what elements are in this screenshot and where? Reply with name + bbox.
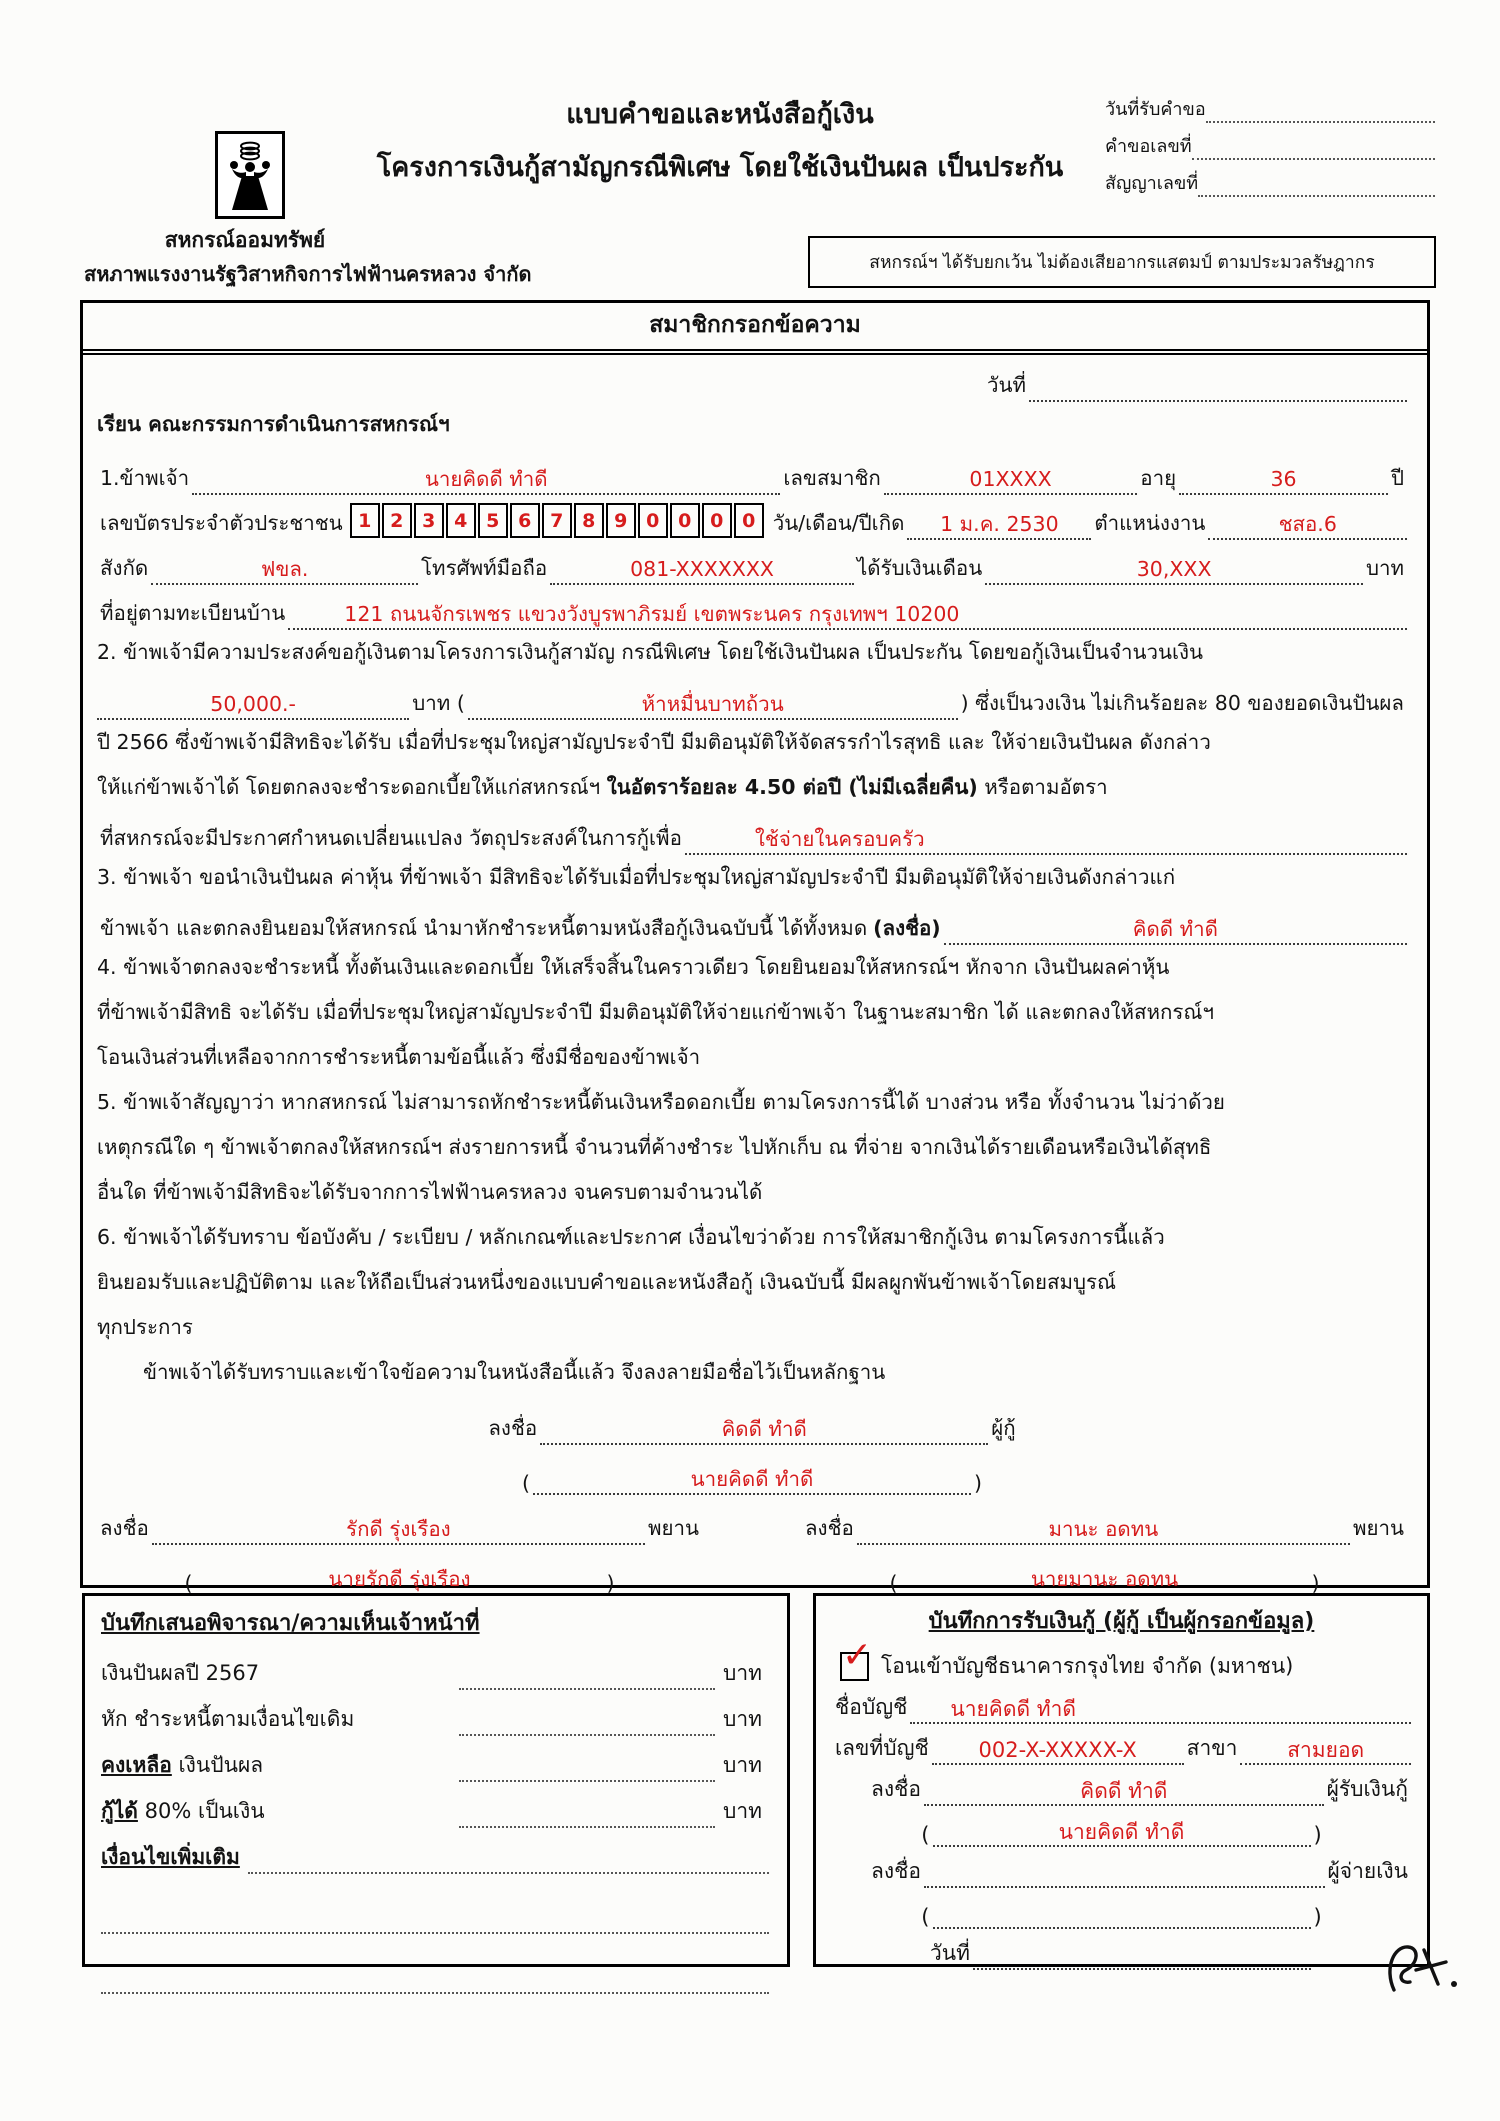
org-full-name: สหภาพแรงงานรัฐวิสาหกิจการไฟฟ้านครหลวง จำกัด bbox=[84, 262, 532, 286]
witness2-name-field: นายมานะ อดทน bbox=[901, 1565, 1309, 1595]
extra-conditions-field bbox=[248, 1846, 769, 1874]
salutation: เรียน คณะกรรมการดำเนินการสหกรณ์ฯ bbox=[97, 412, 450, 436]
branch-label: สาขา bbox=[1186, 1736, 1238, 1760]
clause4-line3: โอนเงินส่วนที่เหลือจากการชำระหนี้ตามข้อนี้แล้ว ซึ่งมีชื่อของข้าพเจ้า bbox=[97, 1045, 701, 1069]
phone-label: โทรศัพท์มือถือ bbox=[421, 556, 548, 580]
sign-label: ลงชื่อ bbox=[871, 1777, 921, 1801]
request-meta bbox=[1105, 86, 1435, 197]
birth-date-field: 1 ม.ค. 2530 bbox=[907, 510, 1091, 540]
witness2-signature-field: มานะ อดทน bbox=[857, 1515, 1350, 1545]
borrower-name-row bbox=[97, 1445, 1407, 1495]
paren-close: ) bbox=[606, 1571, 615, 1595]
witness2-role-label: พยาน bbox=[1352, 1516, 1404, 1540]
sign-label: ลงชื่อ bbox=[488, 1416, 538, 1440]
officer-review-box bbox=[82, 1593, 790, 1967]
transfer-option-row bbox=[832, 1635, 1411, 1683]
dividend-2567-field bbox=[459, 1662, 715, 1690]
clause1-line1 bbox=[97, 450, 1407, 495]
clause2-text: ให้แก่ข้าพเจ้าได้ โดยตกลงจะชำระดอกเบี้ยให้แก่สหกรณ์ฯ bbox=[97, 775, 601, 799]
paren-close: ) bbox=[1313, 1905, 1322, 1929]
request-no-row bbox=[1105, 123, 1435, 160]
account-no-label: เลขที่บัญชี bbox=[835, 1736, 929, 1760]
id-digit: 0 bbox=[670, 503, 700, 538]
sign-here-label: (ลงชื่อ) bbox=[873, 916, 941, 940]
request-no-field bbox=[1192, 134, 1435, 160]
age-label: อายุ bbox=[1140, 466, 1177, 490]
paren-close: ) bbox=[974, 1471, 982, 1495]
salary-field: 30,XXX bbox=[985, 555, 1363, 585]
borrower-signature-row bbox=[97, 1395, 1407, 1445]
receiver-role-label: ผู้รับเงินกู้ bbox=[1326, 1777, 1408, 1801]
contract-no-field bbox=[1198, 171, 1435, 197]
received-date-label: วันที่รับคำขอ bbox=[1105, 99, 1206, 120]
clause1-line4 bbox=[97, 585, 1407, 630]
deduct-debt-row bbox=[101, 1690, 769, 1736]
clause6-line2: ยินยอมรับและปฏิบัติตาม และให้ถือเป็นส่วนหนึ่งของแบบคำขอและหนังสือกู้ เงินฉบับนี้ มีผลผูกพันข้าพเจ้าโดยสมบูรณ์ bbox=[97, 1270, 1117, 1294]
deduct-debt-label: หัก ชำระหนี้ตามเงื่อนไขเดิม bbox=[101, 1707, 355, 1731]
baht-unit: บาท bbox=[723, 1799, 762, 1823]
baht-unit: บาท bbox=[723, 1753, 762, 1777]
id-digit: 1 bbox=[350, 503, 380, 538]
date-field bbox=[1029, 400, 1407, 402]
clause1-text: 1.ข้าพเจ้า bbox=[100, 466, 190, 490]
received-date-field bbox=[1206, 97, 1435, 123]
account-name-field: นายคิดดี ทำดี bbox=[910, 1696, 1411, 1724]
borrower-signature-field: คิดดี ทำดี bbox=[540, 1415, 988, 1445]
payer-role-label: ผู้จ่ายเงิน bbox=[1327, 1859, 1408, 1883]
clause5-line3: อื่นใด ที่ข้าพเจ้ามีสิทธิจะได้รับจากการไฟฟ้านครหลวง จนครบตามจำนวนได้ bbox=[97, 1180, 763, 1204]
extra-conditions-line2 bbox=[101, 1886, 769, 1934]
id-digit: 0 bbox=[638, 503, 668, 538]
receipt-box-title: บันทึกการรับเงินกู้ (ผู้กู้ เป็นผู้กรอกข้อมูล) bbox=[928, 1609, 1315, 1634]
payer-name-field bbox=[933, 1927, 1311, 1929]
member-form-box bbox=[80, 300, 1430, 1595]
receipt-date-field bbox=[973, 1968, 1311, 1970]
member-form-content bbox=[83, 355, 1427, 1595]
id-digit: 5 bbox=[478, 503, 508, 538]
loan-receipt-box bbox=[813, 1593, 1430, 1967]
baht-unit: บาท bbox=[1365, 556, 1405, 580]
loan-amount-field: 50,000.- bbox=[97, 690, 409, 720]
form-subtitle: โครงการเงินกู้สามัญกรณีพิเศษ โดยใช้เงินปันผล เป็นประกัน bbox=[376, 152, 1064, 183]
clause5-line1: 5. ข้าพเจ้าสัญญาว่า หากสหกรณ์ ไม่สามารถหักชำระหนี้ต้นเงินหรือดอกเบี้ย ตามโครงการนี้ได้ บางส่วน หรือ ทั้งจำนวน ไม่ว่าด้วย bbox=[97, 1090, 1225, 1114]
member-no-field: 01XXXX bbox=[884, 465, 1137, 495]
clause2-line1: 2. ข้าพเจ้ามีความประสงค์ขอกู้เงินตามโครงการเงินกู้สามัญ กรณีพิเศษ โดยใช้เงินปันผล เป็นประกัน โดยขอกู้เงินเป็นจำนวนเงิน bbox=[97, 640, 1204, 664]
handwritten-initials-icon bbox=[1378, 1938, 1468, 2008]
id-digit: 4 bbox=[446, 503, 476, 538]
sign-label: ลงชื่อ bbox=[805, 1516, 854, 1540]
org-name: สหกรณ์ออมทรัพย์ bbox=[164, 228, 326, 252]
remaining-lead: คงเหลือ bbox=[101, 1753, 172, 1777]
member-section-title: สมาชิกกรอกข้อความ bbox=[83, 303, 1427, 355]
clause2-text: ) ซึ่งเป็นวงเงิน ไม่เกินร้อยละ 80 ของยอดเงินปันผล bbox=[960, 691, 1404, 715]
purpose-field: ใช้จ่ายในครอบครัว bbox=[685, 825, 1407, 855]
clause4-line1: 4. ข้าพเจ้าตกลงจะชำระหนี้ ทั้งต้นเงินและดอกเบี้ย ให้เสร็จสิ้นในคราวเดียว โดยยินยอมให้สหกรณ์ฯ หักจาก เงินปันผลค่าหุ้น bbox=[97, 955, 1170, 979]
id-digit: 3 bbox=[414, 503, 444, 538]
clause2-line5 bbox=[97, 810, 1407, 855]
contract-no-row bbox=[1105, 160, 1435, 197]
clause1-line2 bbox=[97, 495, 1407, 540]
remaining-dividend-row bbox=[101, 1736, 769, 1782]
receiver-signature-field: คิดดี ทำดี bbox=[924, 1778, 1324, 1806]
purpose-label: ที่สหกรณ์จะมีประกาศกำหนดเปลี่ยนแปลง วัตถุประสงค์ในการกู้เพื่อ bbox=[100, 826, 682, 850]
payer-signature-field bbox=[924, 1886, 1325, 1888]
borrower-name-field: นายคิดดี ทำดี bbox=[533, 1465, 971, 1495]
coop-logo bbox=[215, 131, 285, 219]
id-digit: 9 bbox=[606, 503, 636, 538]
account-name-row bbox=[832, 1683, 1411, 1724]
sign-label: ลงชื่อ bbox=[871, 1859, 921, 1883]
phone-field: 081-XXXXXXX bbox=[550, 555, 854, 585]
transfer-checkbox bbox=[840, 1635, 873, 1681]
division-label: สังกัด bbox=[100, 556, 149, 580]
account-no-row bbox=[832, 1724, 1411, 1765]
closing-statement: ข้าพเจ้าได้รับทราบและเข้าใจข้อความในหนังสือนี้แล้ว จึงลงลายมือชื่อไว้เป็นหลักฐาน bbox=[143, 1360, 886, 1384]
paren-close: ) bbox=[1313, 1823, 1322, 1847]
branch-field: สามยอด bbox=[1240, 1737, 1411, 1765]
hands-holding-member-coins-emblem bbox=[222, 138, 278, 212]
extra-conditions-line3 bbox=[101, 1946, 769, 1994]
paren-open: ( bbox=[522, 1471, 530, 1495]
witness-signature-row bbox=[97, 1495, 1407, 1545]
birth-date-label: วัน/เดือน/ปีเกิด bbox=[772, 511, 905, 535]
address-label: ที่อยู่ตามทะเบียนบ้าน bbox=[100, 601, 286, 625]
loanable-lead: กู้ได้ bbox=[101, 1799, 138, 1823]
receiver-name-row bbox=[832, 1806, 1411, 1847]
borrower-role-label: ผู้กู้ bbox=[991, 1416, 1016, 1440]
contract-no-label: สัญญาเลขที่ bbox=[1105, 173, 1199, 194]
extra-conditions-label: เงื่อนไขเพิ่มเติม bbox=[101, 1845, 240, 1869]
address-field: 121 ถนนจักรเพชร แขวงวังบูรพาภิรมย์ เขตพระนคร กรุงเทพฯ 10200 bbox=[288, 600, 1407, 630]
paren-open: ( bbox=[184, 1571, 193, 1595]
witness1-signature bbox=[97, 1512, 762, 1545]
clause2-line3: ปี 2566 ซึ่งข้าพเจ้ามีสิทธิจะได้รับ เมื่อที่ประชุมใหญ่สามัญประจำปี มีมติอนุมัติให้จัดสรรกำไรสุทธิ และ ให้จ่ายเงินปันผล ดังกล่าว bbox=[97, 730, 1211, 754]
clause3-line2 bbox=[97, 900, 1407, 945]
loanable-rest: 80% เป็นเงิน bbox=[137, 1799, 265, 1823]
remaining-dividend-field bbox=[459, 1754, 715, 1782]
sign-label: ลงชื่อ bbox=[100, 1516, 149, 1540]
baht-open-paren: บาท ( bbox=[412, 691, 465, 715]
form-title: แบบคำขอและหนังสือกู้เงิน bbox=[566, 99, 874, 130]
clause2-line2 bbox=[97, 675, 1407, 720]
witness1-name-field: นายรักดี รุ่งเรือง bbox=[196, 1565, 604, 1595]
clause1-line3 bbox=[97, 540, 1407, 585]
interest-rate-text: ในอัตราร้อยละ 4.50 ต่อปี (ไม่มีเฉลี่ยคืน) bbox=[606, 775, 978, 799]
applicant-name-field: นายคิดดี ทำดี bbox=[192, 465, 780, 495]
id-digit: 0 bbox=[702, 503, 732, 538]
witness1-role-label: พยาน bbox=[647, 1516, 699, 1540]
witness2-signature bbox=[762, 1512, 1407, 1545]
form-title-block bbox=[340, 92, 1100, 188]
deduct-debt-field bbox=[459, 1708, 715, 1736]
id-digit: 6 bbox=[510, 503, 540, 538]
position-field: ชสอ.6 bbox=[1208, 510, 1407, 540]
dividend-2567-row bbox=[101, 1644, 769, 1690]
receiver-signature-row bbox=[832, 1765, 1411, 1806]
date-label: วันที่ bbox=[930, 1941, 970, 1965]
id-digit-boxes bbox=[346, 503, 770, 540]
paren-close: ) bbox=[1311, 1571, 1320, 1595]
witness1-signature-field: รักดี รุ่งเรือง bbox=[152, 1515, 645, 1545]
id-digit: 0 bbox=[734, 503, 764, 538]
remaining-rest: เงินปันผล bbox=[171, 1753, 264, 1777]
salary-label: ได้รับเงินเดือน bbox=[856, 556, 983, 580]
receiver-name-field: นายคิดดี ทำดี bbox=[933, 1819, 1311, 1847]
stamp-exemption-note: สหกรณ์ฯ ได้รับยกเว้น ไม่ต้องเสียอากรแสตมป์ ตามประมวลรัษฎากร bbox=[808, 236, 1436, 288]
paren-open: ( bbox=[921, 1823, 930, 1847]
paren-open: ( bbox=[889, 1571, 898, 1595]
witness-name-row bbox=[97, 1545, 1407, 1595]
baht-unit: บาท bbox=[723, 1661, 762, 1685]
clause2-text: หรือตามอัตรา bbox=[984, 775, 1108, 799]
request-no-label: คำขอเลขที่ bbox=[1105, 136, 1192, 157]
form-date-row bbox=[97, 357, 1407, 402]
transfer-option-label: โอนเข้าบัญชีธนาคารกรุงไทย จำกัด (มหาชน) bbox=[881, 1654, 1294, 1678]
clause6-line1: 6. ข้าพเจ้าได้รับทราบ ข้อบังคับ / ระเบียบ / หลักเกณฑ์และประกาศ เงื่อนไขว่าด้วย การให้สมาชิกกู้เงิน ตามโครงการนี้แล้ว bbox=[97, 1225, 1165, 1249]
id-digit: 8 bbox=[574, 503, 604, 538]
clause5-line2: เหตุกรณีใด ๆ ข้าพเจ้าตกลงให้สหกรณ์ฯ ส่งรายการหนี้ จำนวนที่ค้างชำระ ไปหักเก็บ ณ ที่จ่าย จากเงินได้รายเดือนหรือเงินได้สุทธิ bbox=[97, 1135, 1212, 1159]
clause2-line4 bbox=[97, 765, 1407, 810]
payer-signature-row bbox=[832, 1847, 1411, 1888]
clause3-line1: 3. ข้าพเจ้า ขอนำเงินปันผล ค่าหุ้น ที่ข้าพเจ้า มีสิทธิจะได้รับเมื่อที่ประชุมใหญ่สามัญประจำปี มีมติอนุมัติให้จ่ายเงินดังกล่าวแก่ bbox=[97, 865, 1176, 889]
loan-amount-text-field: ห้าหมื่นบาทถ้วน bbox=[468, 690, 958, 720]
loanable-amount-field bbox=[459, 1800, 715, 1828]
age-field: 36 bbox=[1179, 465, 1388, 495]
id-card-label: เลขบัตรประจำตัวประชาชน bbox=[100, 511, 343, 535]
clause3-text: ข้าพเจ้า และตกลงยินยอมให้สหกรณ์ นำมาหักชำระหนี้ตามหนังสือกู้เงินฉบับนี้ ได้ทั้งหมด bbox=[100, 916, 868, 940]
extra-conditions-row bbox=[101, 1828, 769, 1874]
baht-unit: บาท bbox=[723, 1707, 762, 1731]
year-unit: ปี bbox=[1390, 466, 1404, 490]
dividend-2567-label: เงินปันผลปี 2567 bbox=[101, 1661, 260, 1685]
witness1-name bbox=[97, 1565, 762, 1595]
receipt-date-row bbox=[832, 1929, 1411, 1970]
id-digit: 2 bbox=[382, 503, 412, 538]
member-no-label: เลขสมาชิก bbox=[783, 466, 881, 490]
remaining-dividend-label bbox=[101, 1749, 451, 1782]
account-name-label: ชื่อบัญชี bbox=[835, 1695, 908, 1719]
division-field: ฟขล. bbox=[151, 555, 418, 585]
account-no-field: 002-X-XXXXX-X bbox=[932, 1737, 1184, 1765]
id-digit: 7 bbox=[542, 503, 572, 538]
red-check-mark-icon: ✓ bbox=[842, 1635, 873, 1676]
clause3-signature-field: คิดดี ทำดี bbox=[944, 915, 1407, 945]
officer-box-title: บันทึกเสนอพิจารณา/ความเห็นเจ้าหน้าที่ bbox=[101, 1611, 480, 1636]
clause4-line2: ที่ข้าพเจ้ามีสิทธิ จะได้รับ เมื่อที่ประชุมใหญ่สามัญประจำปี มีมติอนุมัติให้จ่ายแก่ข้าพเจ้า ในฐานะสมาชิก ได้ และตกลงให้สหกรณ์ฯ bbox=[97, 1000, 1214, 1024]
paren-open: ( bbox=[921, 1905, 930, 1929]
date-label: วันที่ bbox=[986, 373, 1026, 397]
loanable-amount-row bbox=[101, 1782, 769, 1828]
position-label: ตำแหน่งงาน bbox=[1094, 511, 1206, 535]
payer-name-row bbox=[832, 1888, 1411, 1929]
clause6-line3: ทุกประการ bbox=[97, 1315, 193, 1339]
witness2-name bbox=[762, 1565, 1407, 1595]
loanable-amount-label bbox=[101, 1795, 451, 1828]
received-date-row bbox=[1105, 86, 1435, 123]
